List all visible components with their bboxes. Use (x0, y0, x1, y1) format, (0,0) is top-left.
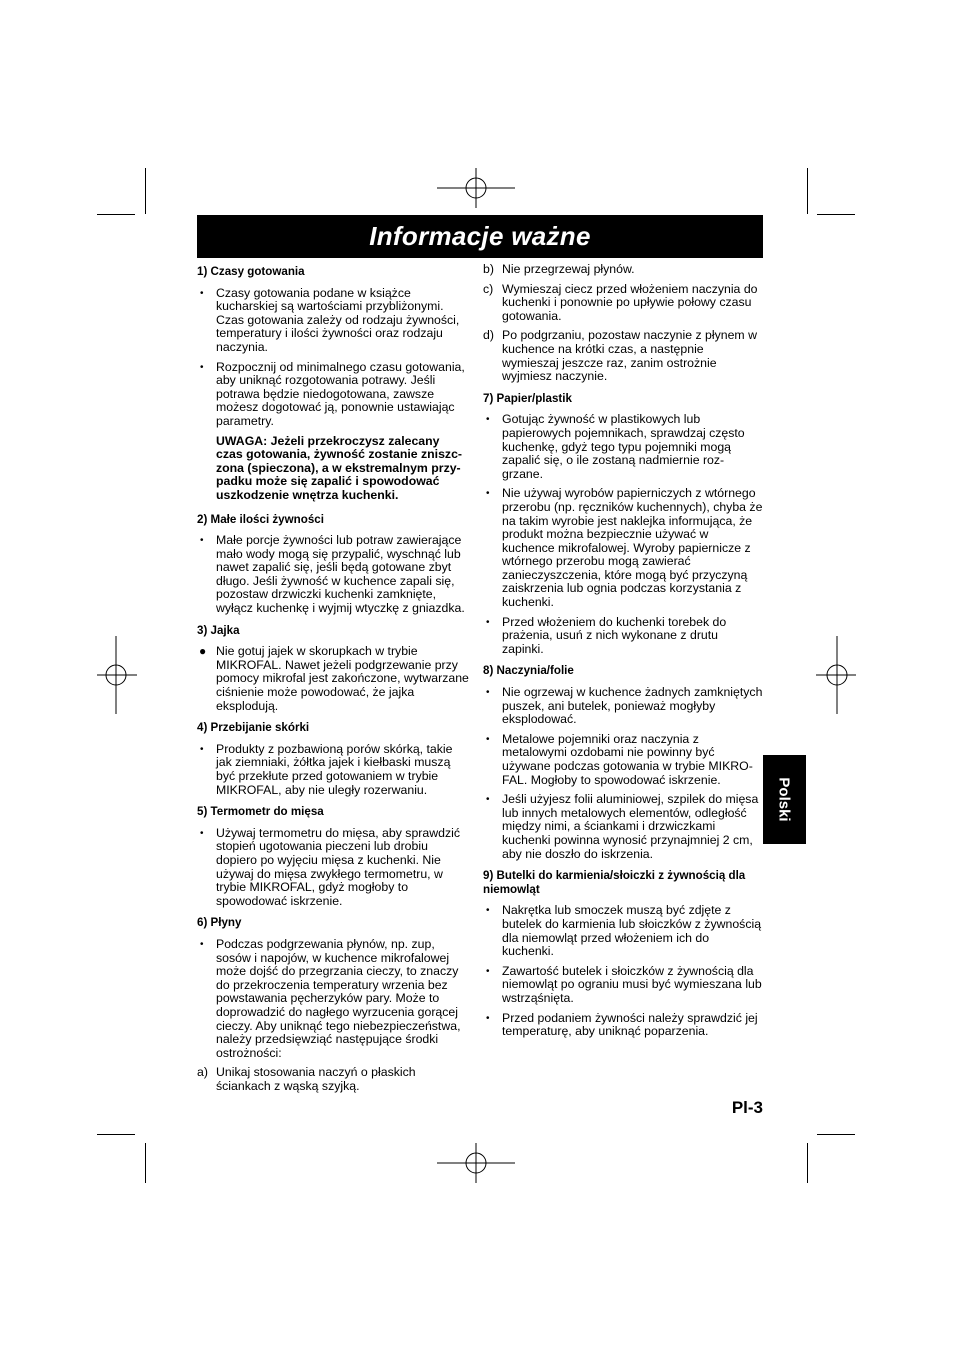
bullet-icon: • (486, 687, 490, 699)
list-item-text: Zawartość butelek i słoiczków z żywnością dla niemowląt po ograniu musi być wymieszana lub wstrząśnięta. (502, 963, 762, 1005)
list-item-text: Po podgrzaniu, pozostaw naczynie z płynem w kuchence na krótki czas, a następnie wymieszaj jeszcze raz, zanim ostrożnie wyjmiesz naczynie. (502, 328, 757, 384)
bullet-icon: • (486, 965, 490, 977)
list-item (483, 965, 763, 1006)
list-item (483, 263, 763, 277)
page-title: Informacje ważne (369, 221, 591, 251)
list-item-text: Gotując żywność w plastikowych lub papierowych pojemnikach, sprawdzaj często kuchenkę, gdyż tego typu pojemniki mogą zapalić się, o ile zostaną nadmiernie roz-grzane. (502, 412, 745, 481)
list-item-text: Produkty z pozbawioną porów skórką, takie jak ziemniaki, żółtka jajek i kiełbaski muszą być przekłute przed gotowaniem w trybie MIKROFAL, aby nie uległy rozerwaniu. (216, 741, 453, 797)
list-item (197, 534, 469, 616)
list-item-text: Unikaj stosowania naczyń o płaskich ściankach z wąską szyjką. (216, 1065, 416, 1093)
section-heading: 1) Czasy gotowania (197, 265, 305, 278)
list-marker: a) (197, 1065, 208, 1080)
list-item (483, 686, 763, 727)
list-item-text: Małe porcje żywności lub potraw zawierające mało wody mogą się przypalić, wyschnąć lub nawet zapalić się, jeśli będą gotowane zbyt długo. Jeśli żywność w kuchence zapali się, pozostaw drzwiczki kuchenki zamknięte, wyłącz kuchenkę i wyjmij wtyczkę z gniazdka. (216, 533, 465, 616)
registration-mark-top-icon (437, 168, 515, 208)
registration-mark-left-icon (97, 636, 137, 714)
list-item-text: Przed podaniem żywności należy sprawdzić jej temperaturę, aby uniknąć poparzenia. (502, 1010, 758, 1039)
language-tab-label: Polski (776, 777, 793, 822)
list-item (483, 283, 763, 324)
bullet-icon: • (200, 938, 204, 950)
list-item (483, 616, 763, 657)
crop-mark-br-h (817, 1134, 855, 1135)
list-item (197, 287, 469, 355)
list-item (197, 1066, 469, 1093)
list-item (483, 733, 763, 787)
crop-mark-bl-h (97, 1134, 135, 1135)
list-item (197, 743, 469, 797)
section-heading: 9) Butelki do karmienia/słoiczki z żywnością dla niemowląt (483, 869, 746, 896)
bullet-icon: • (486, 733, 490, 745)
bullet-icon: • (486, 414, 490, 426)
bullet-icon: • (486, 1012, 490, 1024)
bullet-icon: • (200, 827, 204, 839)
section-heading: 3) Jajka (197, 623, 240, 637)
bullet-icon: • (486, 488, 490, 500)
crop-mark-bl-v (145, 1143, 146, 1183)
list-item (483, 487, 763, 609)
crop-mark-tl-v (145, 168, 146, 214)
list-item-text: Nie przegrzewaj płynów. (502, 262, 635, 276)
list-item-text: Używaj termometru do mięsa, aby sprawdzić stopień ugotowania pieczeni lub drobiu dopiero po wyjęciu mięsa z kuchenki. Nie używaj do mięsa zwykłego termometru, w trybie MIKROFAL, gdyż mogłoby to spowodować iskrzenie. (216, 825, 460, 908)
crop-mark-tr-h (817, 214, 855, 215)
list-item (197, 827, 469, 909)
list-item-text: Podczas podgrzewania płynów, np. zup, sosów i napojów, w kuchence mikrofalowej może dojść do przegrzania cieczy, to znaczy do przekroczenia temperatury wrzenia bez powstawania pęcherzyków pary. Może to doprowadzić do nagłego wyrzucenia gorącej cieczy. Aby uniknąć tego niebezpieczeństwa, należy przedsięwziąć następujące środki ostrożności: (216, 936, 461, 1060)
bullet-icon: • (200, 287, 204, 299)
crop-mark-tr-v (807, 168, 808, 214)
language-tab (763, 755, 806, 844)
list-item-text: Nie używaj wyrobów papierniczych z wtórnego przerobu (np. ręczników kuchennych), chyba że na takim wyrobie jest naklejka informująca, że produkt można bezpiecznie używać w kuchence mikrofalowej. Wyroby papiernicze z wtórnego przerobu mogą zawierać zanieczyszczenia, które mogą być przyczyną zaiskrzenia lub ognia podczas korzystania z kuchenki. (502, 486, 763, 610)
bullet-icon: • (200, 535, 204, 547)
list-item-text: Nie ogrzewaj w kuchence żadnych zamkniętych puszek, ani butelek, ponieważ mogłyby eksplodować. (502, 685, 763, 727)
list-item (483, 793, 763, 861)
bullet-icon: • (200, 361, 204, 373)
list-item-text: Jeśli użyjesz folii aluminiowej, szpilek do mięsa lub innych metalowych elementów, odległość między nimi, a ściankami i drzwiczkami kuchenki powinna wynosić przynajmniej 2 cm, aby nie doszło do iskrzenia. (502, 792, 759, 861)
list-item-text: Metalowe pojemniki oraz naczynia z metalowymi ozdobami nie powinny być używane podczas gotowania w trybie MIKRO-FAL. Mogłoby to spowodować iskrzenie. (502, 731, 753, 787)
registration-mark-bottom-icon (437, 1143, 515, 1183)
bullet-icon: • (486, 905, 490, 917)
list-item (197, 645, 469, 713)
section-heading: 8) Naczynia/folie (483, 664, 574, 678)
crop-mark-br-v (807, 1143, 808, 1183)
bullet-icon: • (200, 743, 204, 755)
list-item (483, 1012, 763, 1039)
list-item-text: Przed włożeniem do kuchenki torebek do prażenia, usuń z nich wykonane z drutu zapinki. (502, 614, 727, 656)
section-heading: 7) Papier/plastik (483, 391, 572, 405)
list-item-text: Nie gotuj jajek w skorupkach w trybie MIKROFAL. Nawet jeżeli podgrzewanie przy pomocy mikrofal jest zakończone, wytwarzane ciśnienie może powodować, że jajka eksplodują. (216, 644, 469, 713)
left-column (197, 263, 469, 1099)
list-marker: c) (483, 281, 494, 296)
list-item (197, 938, 469, 1060)
right-column (483, 263, 763, 1045)
registration-mark-right-icon (816, 636, 856, 714)
bullet-icon: • (486, 794, 490, 806)
page-number: Pl-3 (731, 1098, 763, 1117)
list-item-text: Wymieszaj ciecz przed włożeniem naczynia do kuchenki i ponownie po upływie połowy czasu gotowania. (502, 281, 758, 323)
section-heading: 4) Przebijanie skórki (197, 721, 310, 735)
list-item (483, 413, 763, 481)
list-item-text: Nakrętka lub smoczek muszą być zdjęte z butelek do karmienia lub słoiczków z żywnością dla niemowląt przed włożeniem ich do kuchenki. (502, 903, 762, 959)
list-item (197, 361, 469, 429)
title-banner (197, 215, 763, 258)
list-item-text: Rozpocznij od minimalnego czasu gotowania, aby uniknąć rozgotowania potrawy. Jeśli potrawa będzie niedogotowana, zawsze możesz dogotować ją, ponownie ustawiając parametry. (216, 359, 465, 428)
section-heading: 2) Małe ilości żywności (197, 512, 324, 526)
warning-note: UWAGA: Jeżeli przekroczysz zalecany czas gotowania, żywność zostanie zniszc-zona (spieczona), a w ekstremalnym przy-padku może się zapalić i spowodować uszkodzenie wnętrza kuchenki. (216, 433, 462, 502)
section-heading: 5) Termometr do mięsa (197, 805, 324, 819)
list-item-text: Czasy gotowania podane w książce kucharskiej są wartościami przybliżonymi. Czas gotowania zależy od rodzaju żywności, temperatury i ilości żywności oraz rodzaju naczynia. (216, 285, 460, 354)
bullet-icon: • (486, 616, 490, 628)
list-marker: d) (483, 328, 494, 343)
list-marker: b) (483, 262, 494, 276)
crop-mark-tl-h (97, 214, 135, 215)
list-item (483, 904, 763, 958)
section-heading: 6) Płyny (197, 916, 242, 930)
bullet-icon: ● (199, 644, 207, 659)
list-item (483, 329, 763, 383)
